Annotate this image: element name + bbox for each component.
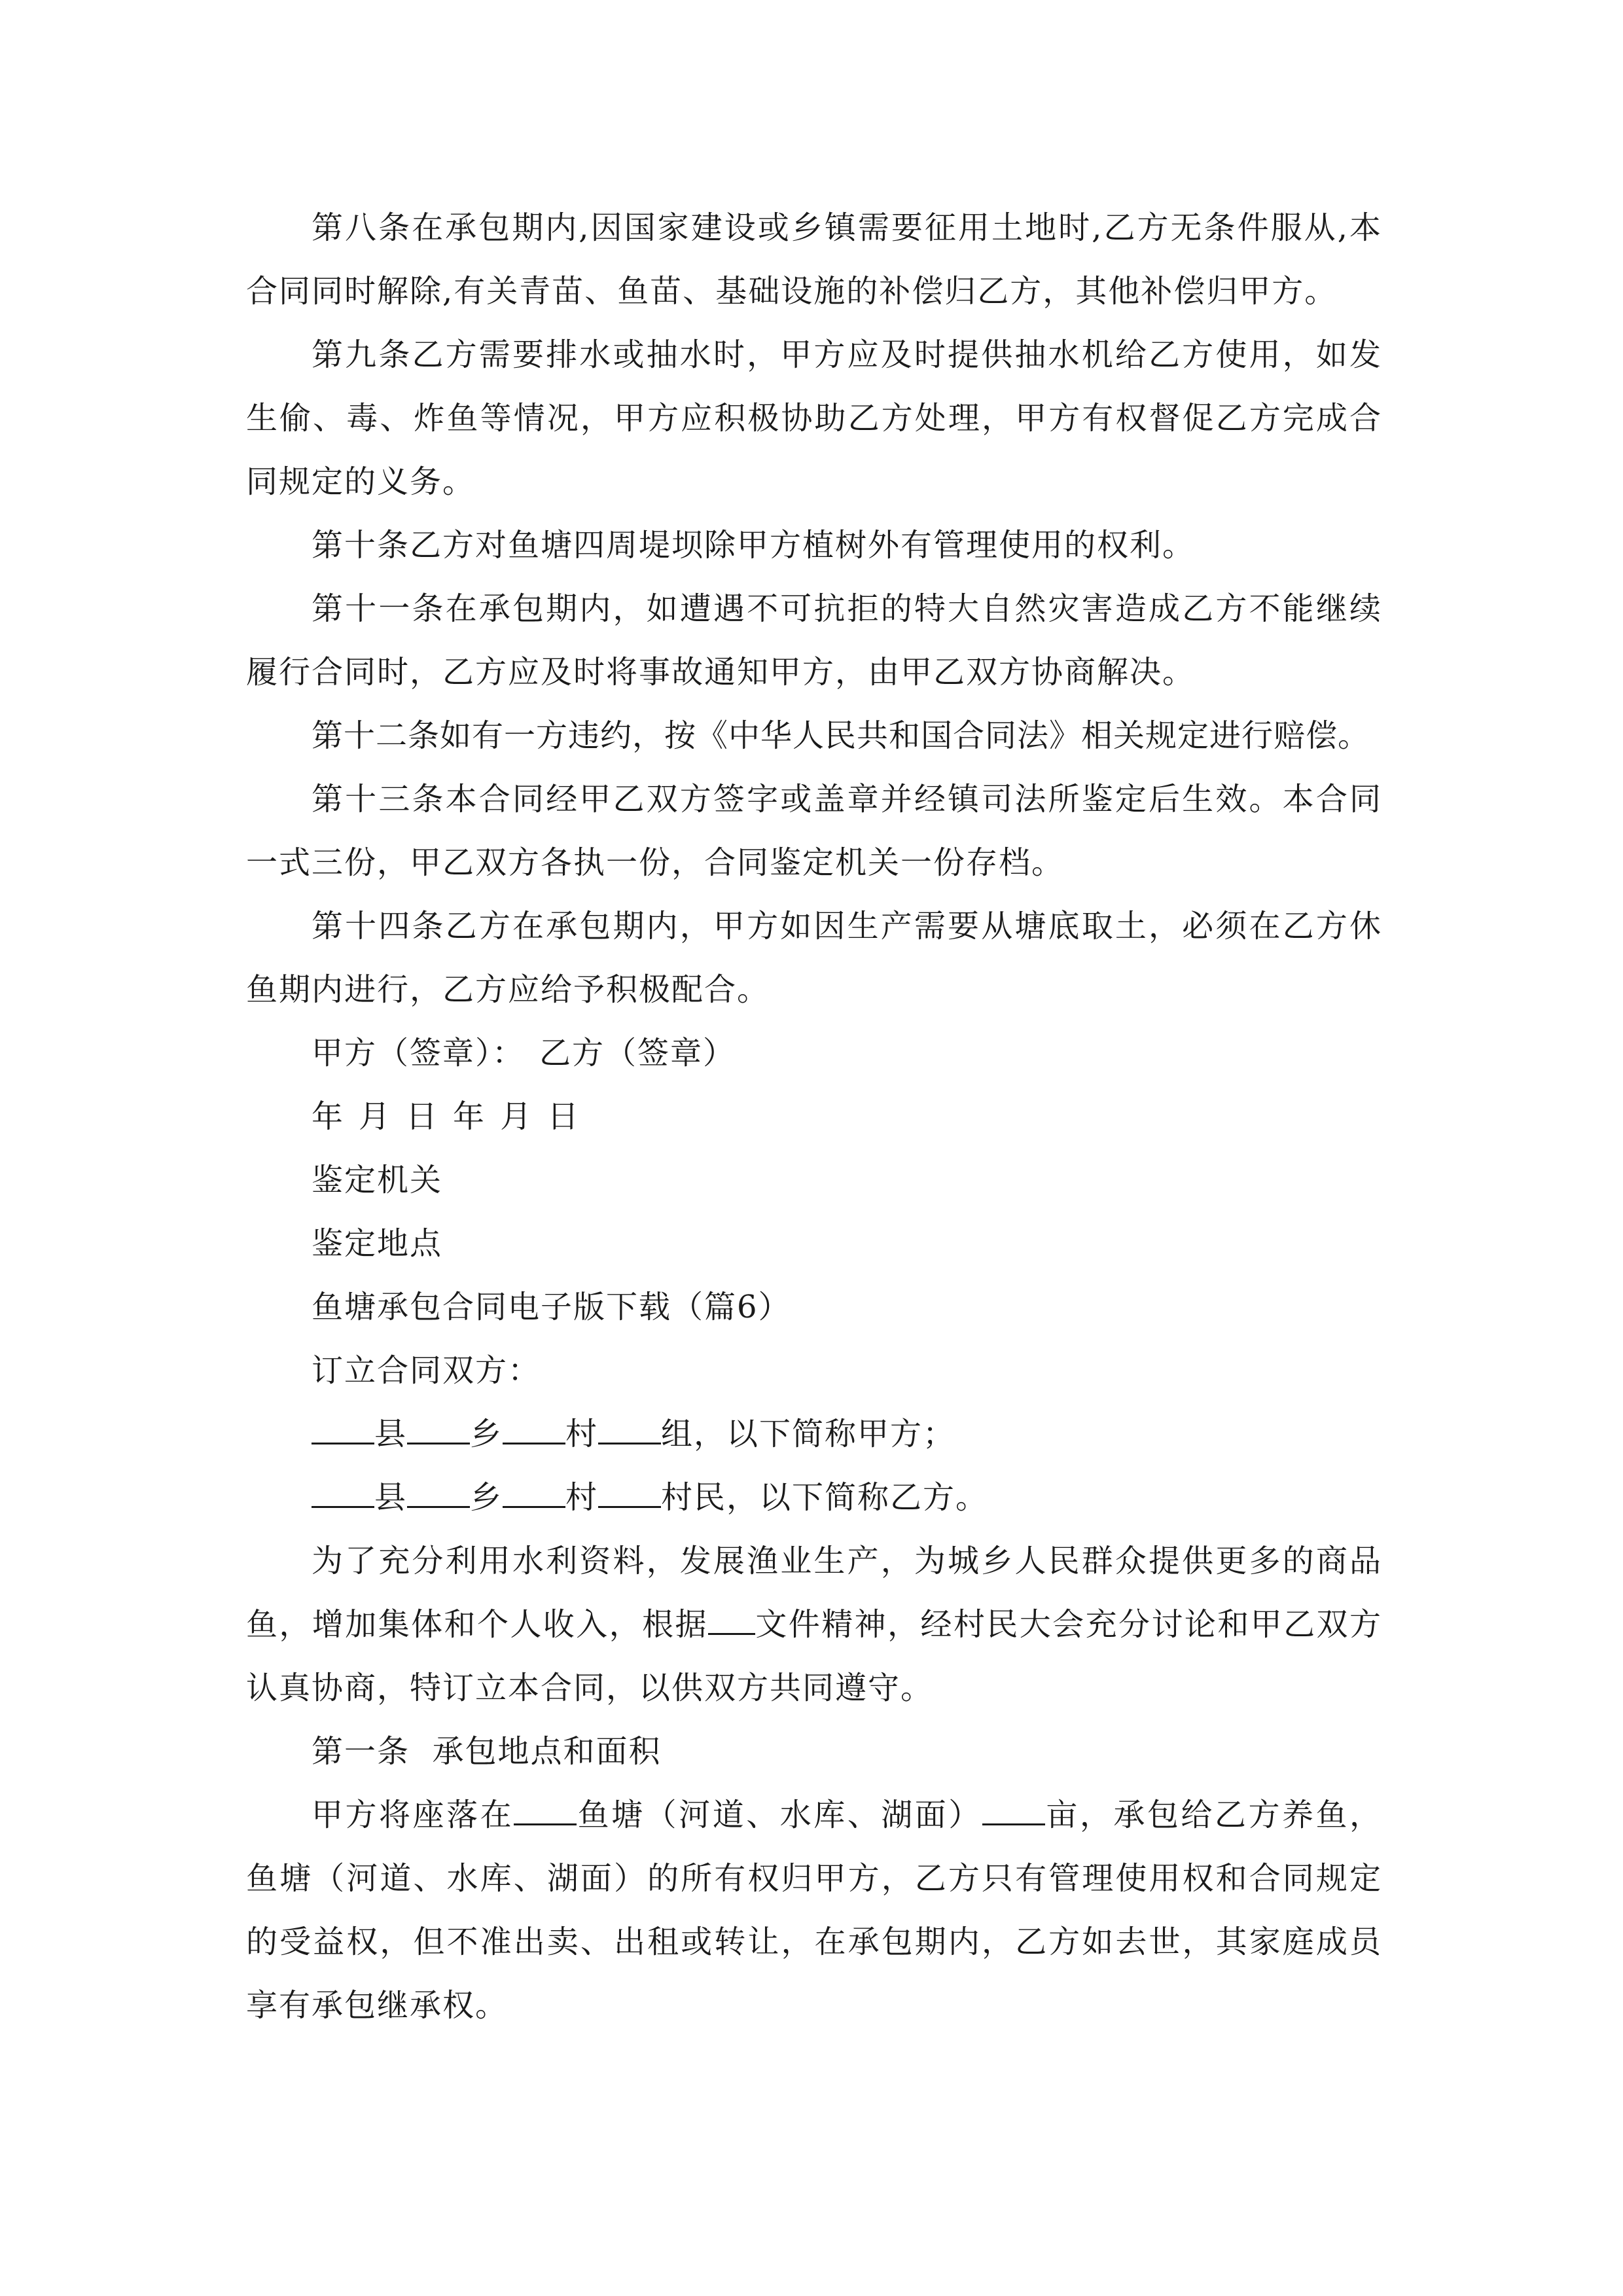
township-label: 乡 [470, 1416, 503, 1452]
group-blank [598, 1411, 661, 1444]
village-label: 村 [565, 1416, 599, 1452]
party-a-signature-label: 甲方（签章）： [312, 1035, 526, 1071]
purpose-text-before: 为了充分利用水利资料，发展渔业生产，为城乡人民群众提供更多的商品鱼，增加集体和个人收入，根据 [246, 1543, 1382, 1643]
party-a-address-line [246, 1403, 1382, 1466]
art1-text-1: 甲方将座落在 [312, 1797, 514, 1833]
signature-line [246, 1022, 1382, 1085]
date-year-a: 年 [312, 1098, 345, 1135]
village-label: 村 [565, 1479, 599, 1516]
art1-text-2: 鱼塘（河道、水库、湖面） [577, 1797, 982, 1833]
village-blank [503, 1411, 565, 1444]
villager-blank [598, 1475, 661, 1508]
article-11: 第十一条在承包期内，如遭遇不可抗拒的特大自然灾害造成乙方不能继续履行合同时，乙方应及时将事故通知甲方，由甲乙双方协商解决。 [246, 590, 1382, 691]
purpose-paragraph [246, 1530, 1382, 1720]
party-b-address-line [246, 1466, 1382, 1530]
county-label: 县 [374, 1479, 408, 1516]
date-month-a: 月 [359, 1098, 392, 1135]
location-line: 鉴定地点 [312, 1225, 443, 1262]
county-label: 县 [374, 1416, 408, 1452]
article-8: 第八条在承包期内,因国家建设或乡镇需要征用土地时,乙方无条件服从,本合同同时解除,有关青苗、鱼苗、基础设施的补偿归乙方，其他补偿归甲方。 [246, 209, 1382, 310]
villager-label: 村民，以下简称乙方。 [661, 1479, 989, 1516]
county-blank [312, 1475, 374, 1508]
article-14: 第十四条乙方在承包期内，甲方如因生产需要从塘底取土，必须在乙方休鱼期内进行，乙方应给予积极配合。 [246, 908, 1382, 1008]
location-blank [514, 1792, 577, 1825]
article-9: 第九条乙方需要排水或抽水时，甲方应及时提供抽水机给乙方使用，如发生偷、毒、炸鱼等情况，甲方应积极协助乙方处理，甲方有权督促乙方完成合同规定的义务。 [246, 336, 1382, 500]
art1-text-3: 亩，承包给乙方养鱼，鱼塘（河道、水库、湖面）的所有权归甲方，乙方只有管理使用权和合同规定的受益权，但不准出卖、出租或转让，在承包期内，乙方如去世，其家庭成员享有承包继承权。 [246, 1797, 1382, 2024]
township-blank [407, 1475, 470, 1508]
article-10: 第十条乙方对鱼塘四周堤坝除甲方植树外有管理使用的权利。 [312, 527, 1196, 564]
date-day-b: 日 [547, 1098, 580, 1135]
county-blank [312, 1411, 374, 1444]
date-line [246, 1085, 1382, 1149]
party-b-signature-label: 乙方（签章） [539, 1035, 736, 1071]
township-blank [407, 1411, 470, 1444]
authority-line: 鉴定机关 [312, 1162, 443, 1198]
date-month-b: 月 [500, 1098, 533, 1135]
section-title: 鱼塘承包合同电子版下载（篇6） [312, 1289, 791, 1325]
date-year-b: 年 [453, 1098, 486, 1135]
group-label: 组，以下简称甲方； [661, 1416, 956, 1452]
document-body [246, 196, 1382, 2037]
article-1-body [246, 1784, 1382, 2037]
village-blank [503, 1475, 565, 1508]
date-day-a: 日 [406, 1098, 439, 1135]
area-blank [982, 1792, 1045, 1825]
article-1-heading: 第一条 承包地点和面积 [312, 1733, 662, 1770]
purpose-text-after: 文件精神，经村民大会充分讨论和甲乙双方认真协商，特订立本合同，以供双方共同遵守。 [246, 1606, 1382, 1706]
township-label: 乡 [470, 1479, 503, 1516]
article-12: 第十二条如有一方违约，按《中华人民共和国合同法》相关规定进行赔偿。 [312, 717, 1370, 754]
parties-intro: 订立合同双方： [312, 1352, 541, 1389]
article-13: 第十三条本合同经甲乙双方签字或盖章并经镇司法所鉴定后生效。本合同一式三份，甲乙双方各执一份，合同鉴定机关一份存档。 [246, 781, 1382, 881]
document-basis-blank [708, 1602, 755, 1635]
